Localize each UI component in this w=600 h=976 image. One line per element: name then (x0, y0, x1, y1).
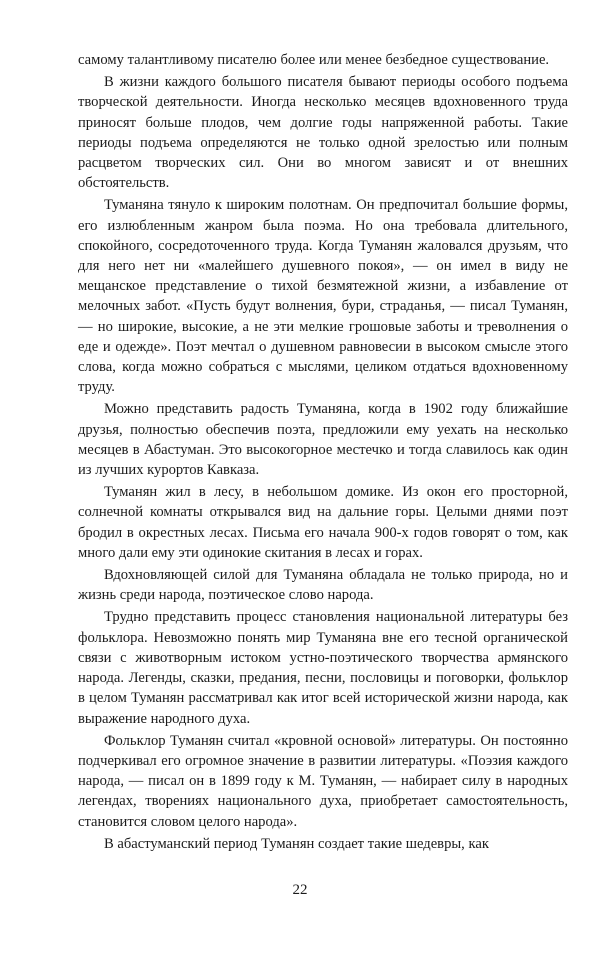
page-body (78, 50, 568, 854)
paragraph: Можно представить радость Туманяна, когда в 1902 году ближайшие друзья, полностью обеспечив поэта, предложили ему уехать на несколько месяцев в Абастуман. Это высокогорное местечко и тогда славилось как один из лучших курортов Кавказа. (78, 401, 568, 479)
paragraph: Фольклор Туманян считал «кровной основой» литературы. Он постоянно подчеркивал его огромное значение в развитии литературы. «Поэзия каждого народа, — писал он в 1899 году к М. Туманян, — набирает силу в народных легендах, творениях национального духа, приобретает самостоятельность, становится словом целого народа». (78, 732, 568, 830)
paragraph: В жизни каждого большого писателя бывают периоды особого подъема творческой деятельности. Иногда несколько месяцев вдохновенного труда приносят больше плодов, чем долгие годы напряженной работы. Такие периоды подъема определяются не только одной зрелостью или полным расцветом творческих сил. Они во многом зависят и от внешних обстоятельств. (78, 74, 568, 192)
paragraph: самому талантливому писателю более или менее безбедное существование. (78, 52, 550, 68)
paragraph: Вдохновляющей силой для Туманяна обладала не только природа, но и жизнь среди народа, поэтическое слово народа. (78, 567, 568, 604)
paragraph: Туманян жил в лесу, в небольшом домике. Из окон его просторной, солнечной комнаты открывался вид на дальние горы. Целыми днями поэт бродил в окрестных лесах. Письма его начала 900-х годов говорят о том, как много дали ему эти одинокие скитания в лесах и горах. (78, 484, 568, 561)
paragraph: Туманяна тянуло к широким полотнам. Он предпочитал большие формы, его излюбленным жанром была поэма. Но она требовала длительного, спокойного, сосредоточенного труда. Когда Туманян жаловался друзьям, что для него нет ни «малейшего душевного покоя», — он имел в виду не мещанское представление о тихой безмятежной жизни, а избавление от мелочных забот. «Пусть будут волнения, бури, страданья, — писал Туманян, — но широкие, высокие, а не эти мелкие грошовые заботы и треволнения о еде и одежде». Поэт мечтал о душевном равновесии в высоком смысле этого слова, когда можно собраться с мыслями, целиком отдаться вдохновенному труду. (78, 197, 568, 396)
paragraph: В абастуманский период Туманян создает такие шедевры, как (104, 835, 489, 852)
paragraph: Трудно представить процесс становления национальной литературы без фольклора. Невозможно понять мир Туманяна вне его тесной органической связи с животворным истоком устно-поэтического творчества армянского народа. Легенды, сказки, предания, песни, пословицы и поговорки, фольклор в целом Туманян рассматривал как итог всей исторической жизни народа, как выражение народного духа. (78, 609, 568, 727)
page-number: 22 (292, 882, 308, 898)
